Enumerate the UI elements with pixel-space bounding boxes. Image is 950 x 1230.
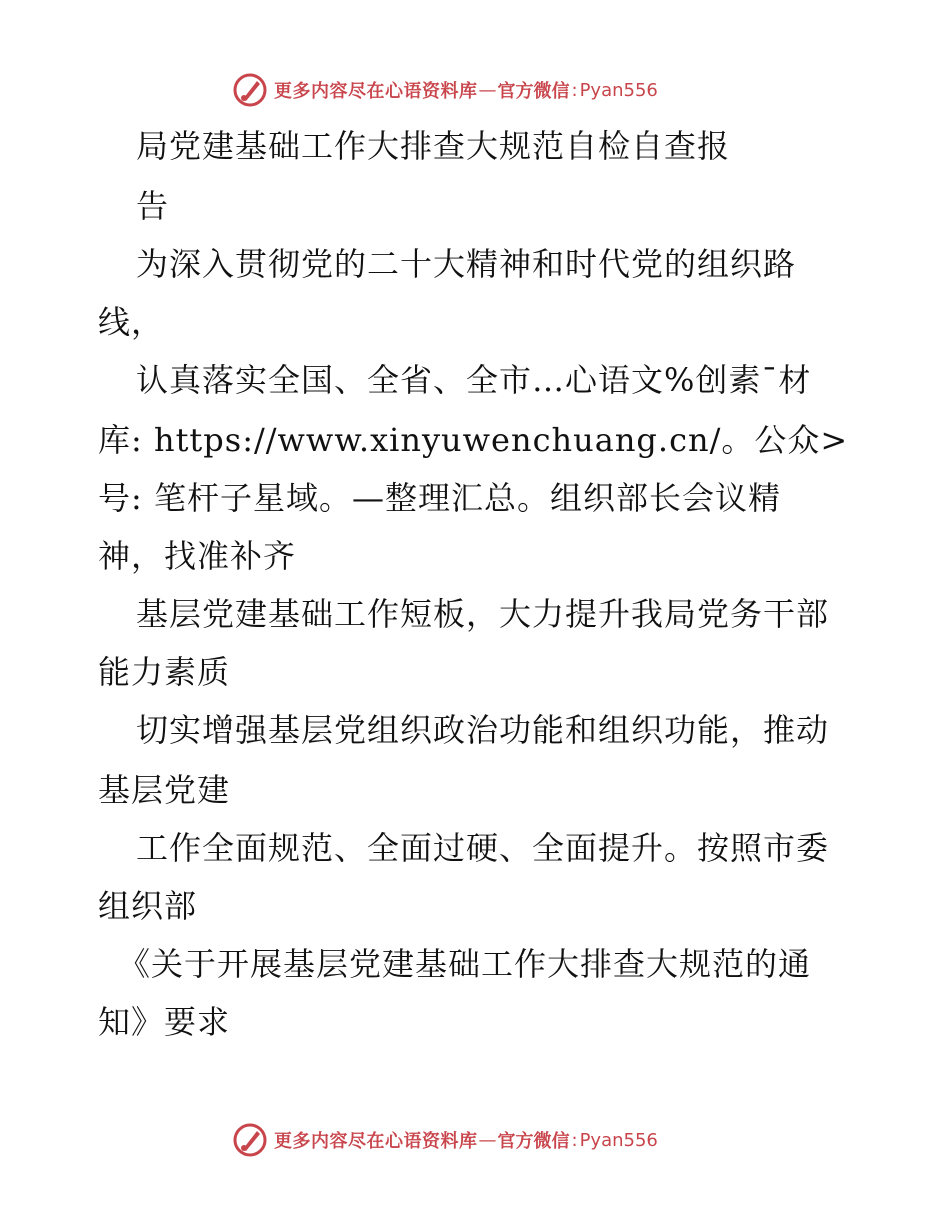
quill-ink-logo-icon [232,1122,268,1158]
footer-wechat-label: 官方微信 [497,1131,570,1152]
quill-ink-logo-icon [232,72,268,108]
footer-banner [232,1120,658,1160]
paragraph-line: 组织部 [98,887,198,925]
paragraph-line: 号: 笔杆子星域。—整理汇总。组织部长会议精 [98,479,781,517]
header-banner [232,70,658,110]
paragraph-line: 能力素质 [98,653,231,691]
footer-site-name: 更多内容尽在心语资料库 [274,1131,478,1152]
footer-dash: — [478,1129,497,1151]
footer-separator: : [571,1129,578,1151]
document-title-line-2: 告 [136,187,170,225]
paragraph-line: 认真落实全国、全省、全市…心语文%创素¯材 [136,361,812,399]
paragraph-line: 基层党建基础工作短板，大力提升我局党务干部 [136,595,830,633]
paragraph-line: 库: https://www.xinyuwenchuang.cn/。公众> [98,421,849,459]
paragraph-line: 基层党建 [98,771,231,809]
paragraph-line: 《关于开展基层党建基础工作大排查大规范的通 [118,945,812,983]
paragraph-line: 线， [98,303,165,341]
header-site-name: 更多内容尽在心语资料库 [274,81,478,102]
header-wechat-account: Pyan556 [579,79,658,101]
footer-wechat-account: Pyan556 [579,1129,658,1151]
header-dash: — [478,79,497,101]
paragraph-line: 工作全面规范、全面过硬、全面提升。按照市委 [136,829,830,867]
paragraph-line: 切实增强基层党组织政治功能和组织功能，推动 [136,711,830,749]
paragraph-line: 神，找准补齐 [98,537,297,575]
header-wechat-label: 官方微信 [497,81,570,102]
paragraph-line: 知》要求 [98,1003,231,1041]
paragraph-line: 为深入贯彻党的二十大精神和时代党的组织路 [136,245,797,283]
document-title-line-1: 局党建基础工作大排查大规范自检自查报 [136,127,731,165]
header-separator: : [571,79,578,101]
